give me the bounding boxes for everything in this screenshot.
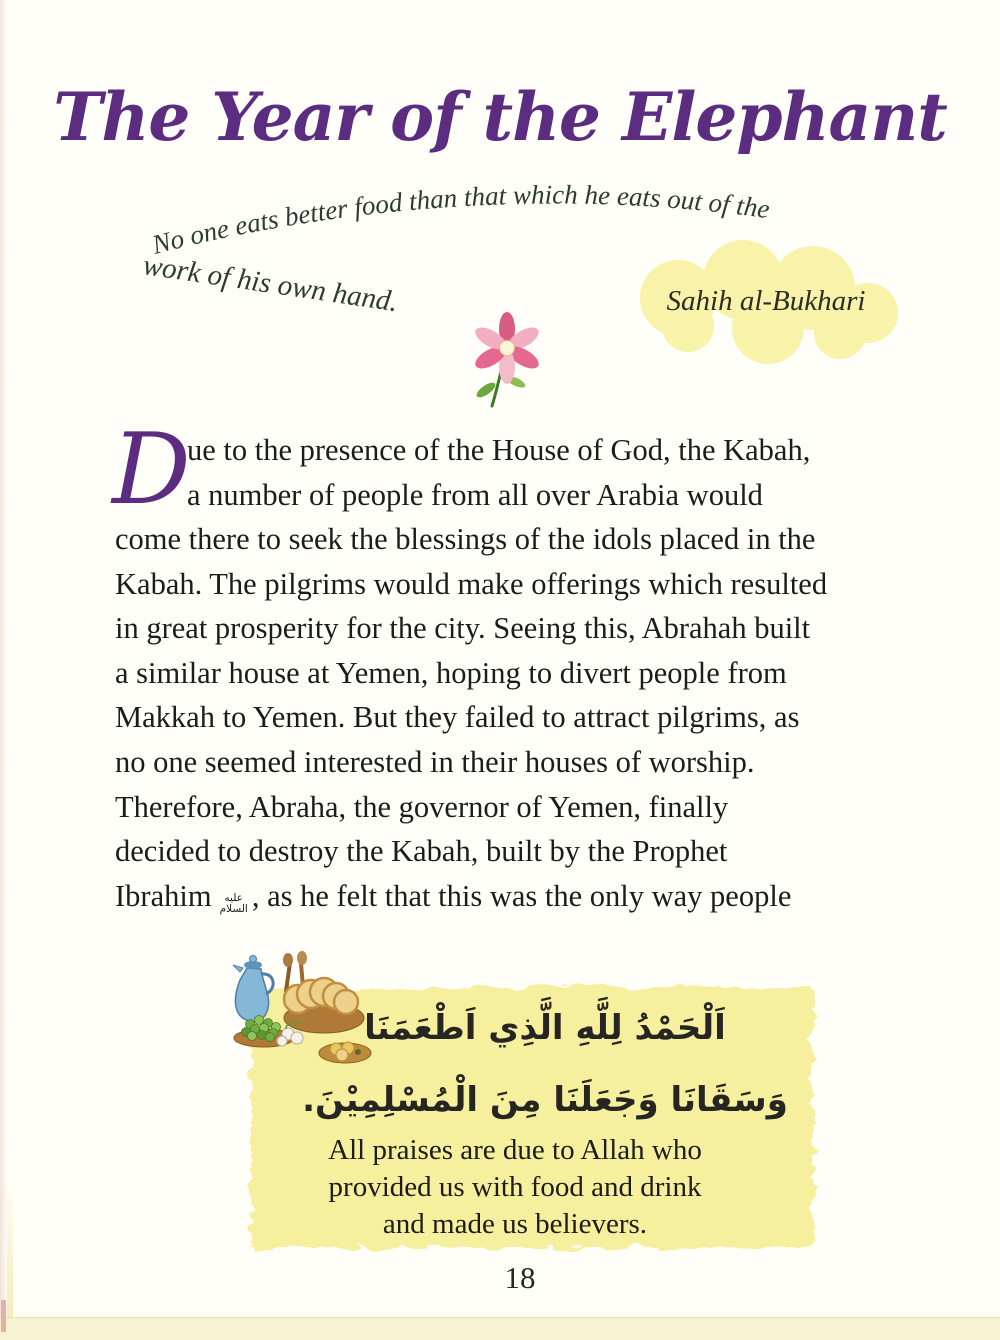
page-number: 18	[504, 1260, 536, 1295]
body-text-line: come there to seek the blessings of the idols placed in the	[115, 522, 816, 556]
body-text-line: Kabah. The pilgrims would make offerings which resulted	[115, 566, 828, 601]
body-text-line: no one seemed interested in their houses of worship.	[115, 744, 755, 779]
dua-translation-line: provided us with food and drink	[328, 1171, 702, 1203]
last-line-text-before: Ibrahim	[115, 879, 212, 913]
food-illustration-icon	[212, 922, 392, 1074]
attribution-cloud	[618, 238, 910, 366]
flower-icon	[450, 312, 565, 417]
body-text-line: a similar house at Yemen, hoping to divert people from	[115, 655, 787, 690]
body-text-line: decided to destroy the Kabah, built by the Prophet	[115, 834, 728, 869]
page-edge-left-yellow	[7, 1180, 13, 1340]
body-text-line: ue to the presence of the House of God, the Kabah,	[187, 433, 811, 467]
svg-text:work of his own hand.	[141, 249, 400, 318]
last-line-text-after: , as he felt that this was the only way people	[251, 879, 792, 913]
page-edge-red-sliver	[1, 1300, 6, 1332]
body-text-line: in great prosperity for the city. Seeing this, Abrahah built	[115, 611, 811, 646]
body-text-line: Therefore, Abraha, the governor of Yemen, finally	[115, 789, 729, 824]
dua-translation-line: and made us believers.	[382, 1208, 648, 1240]
quote-line-2: work of his own hand.	[140, 249, 400, 319]
page-title: The Year of the Elephant	[53, 78, 947, 156]
honorific-bottom: السلام	[219, 903, 248, 915]
attribution-text: Sahih al-Bukhari	[666, 285, 866, 317]
page-edge-left	[0, 0, 8, 1340]
page-edge-bottom	[0, 1317, 1000, 1340]
drop-cap: D	[112, 413, 191, 527]
dua-translation-line: All praises are due to Allah who	[328, 1134, 702, 1166]
dua-arabic-line-1: اَلْحَمْدُ لِلَّهِ الَّذِي اَطْعَمَنَا	[364, 1008, 726, 1048]
alayhis-salam-honorific	[220, 893, 248, 915]
body-last-line	[115, 874, 955, 919]
dua-arabic-line-2: وَسَقَانَا وَجَعَلَنَا مِنَ الْمُسْلِمِيْنَ.	[302, 1080, 788, 1120]
dua-translation	[300, 1132, 730, 1243]
honorific-top: عليه	[224, 891, 243, 904]
body-text-line: a number of people from all over Arabia would	[187, 477, 763, 512]
paragraph-indented-lines	[187, 428, 947, 517]
quote-line-1: No one eats better food than that which he eats out of the	[149, 179, 772, 260]
paragraph-lines	[115, 517, 955, 874]
body-text-line: Makkah to Yemen. But they failed to attract pilgrims, as	[115, 700, 800, 735]
